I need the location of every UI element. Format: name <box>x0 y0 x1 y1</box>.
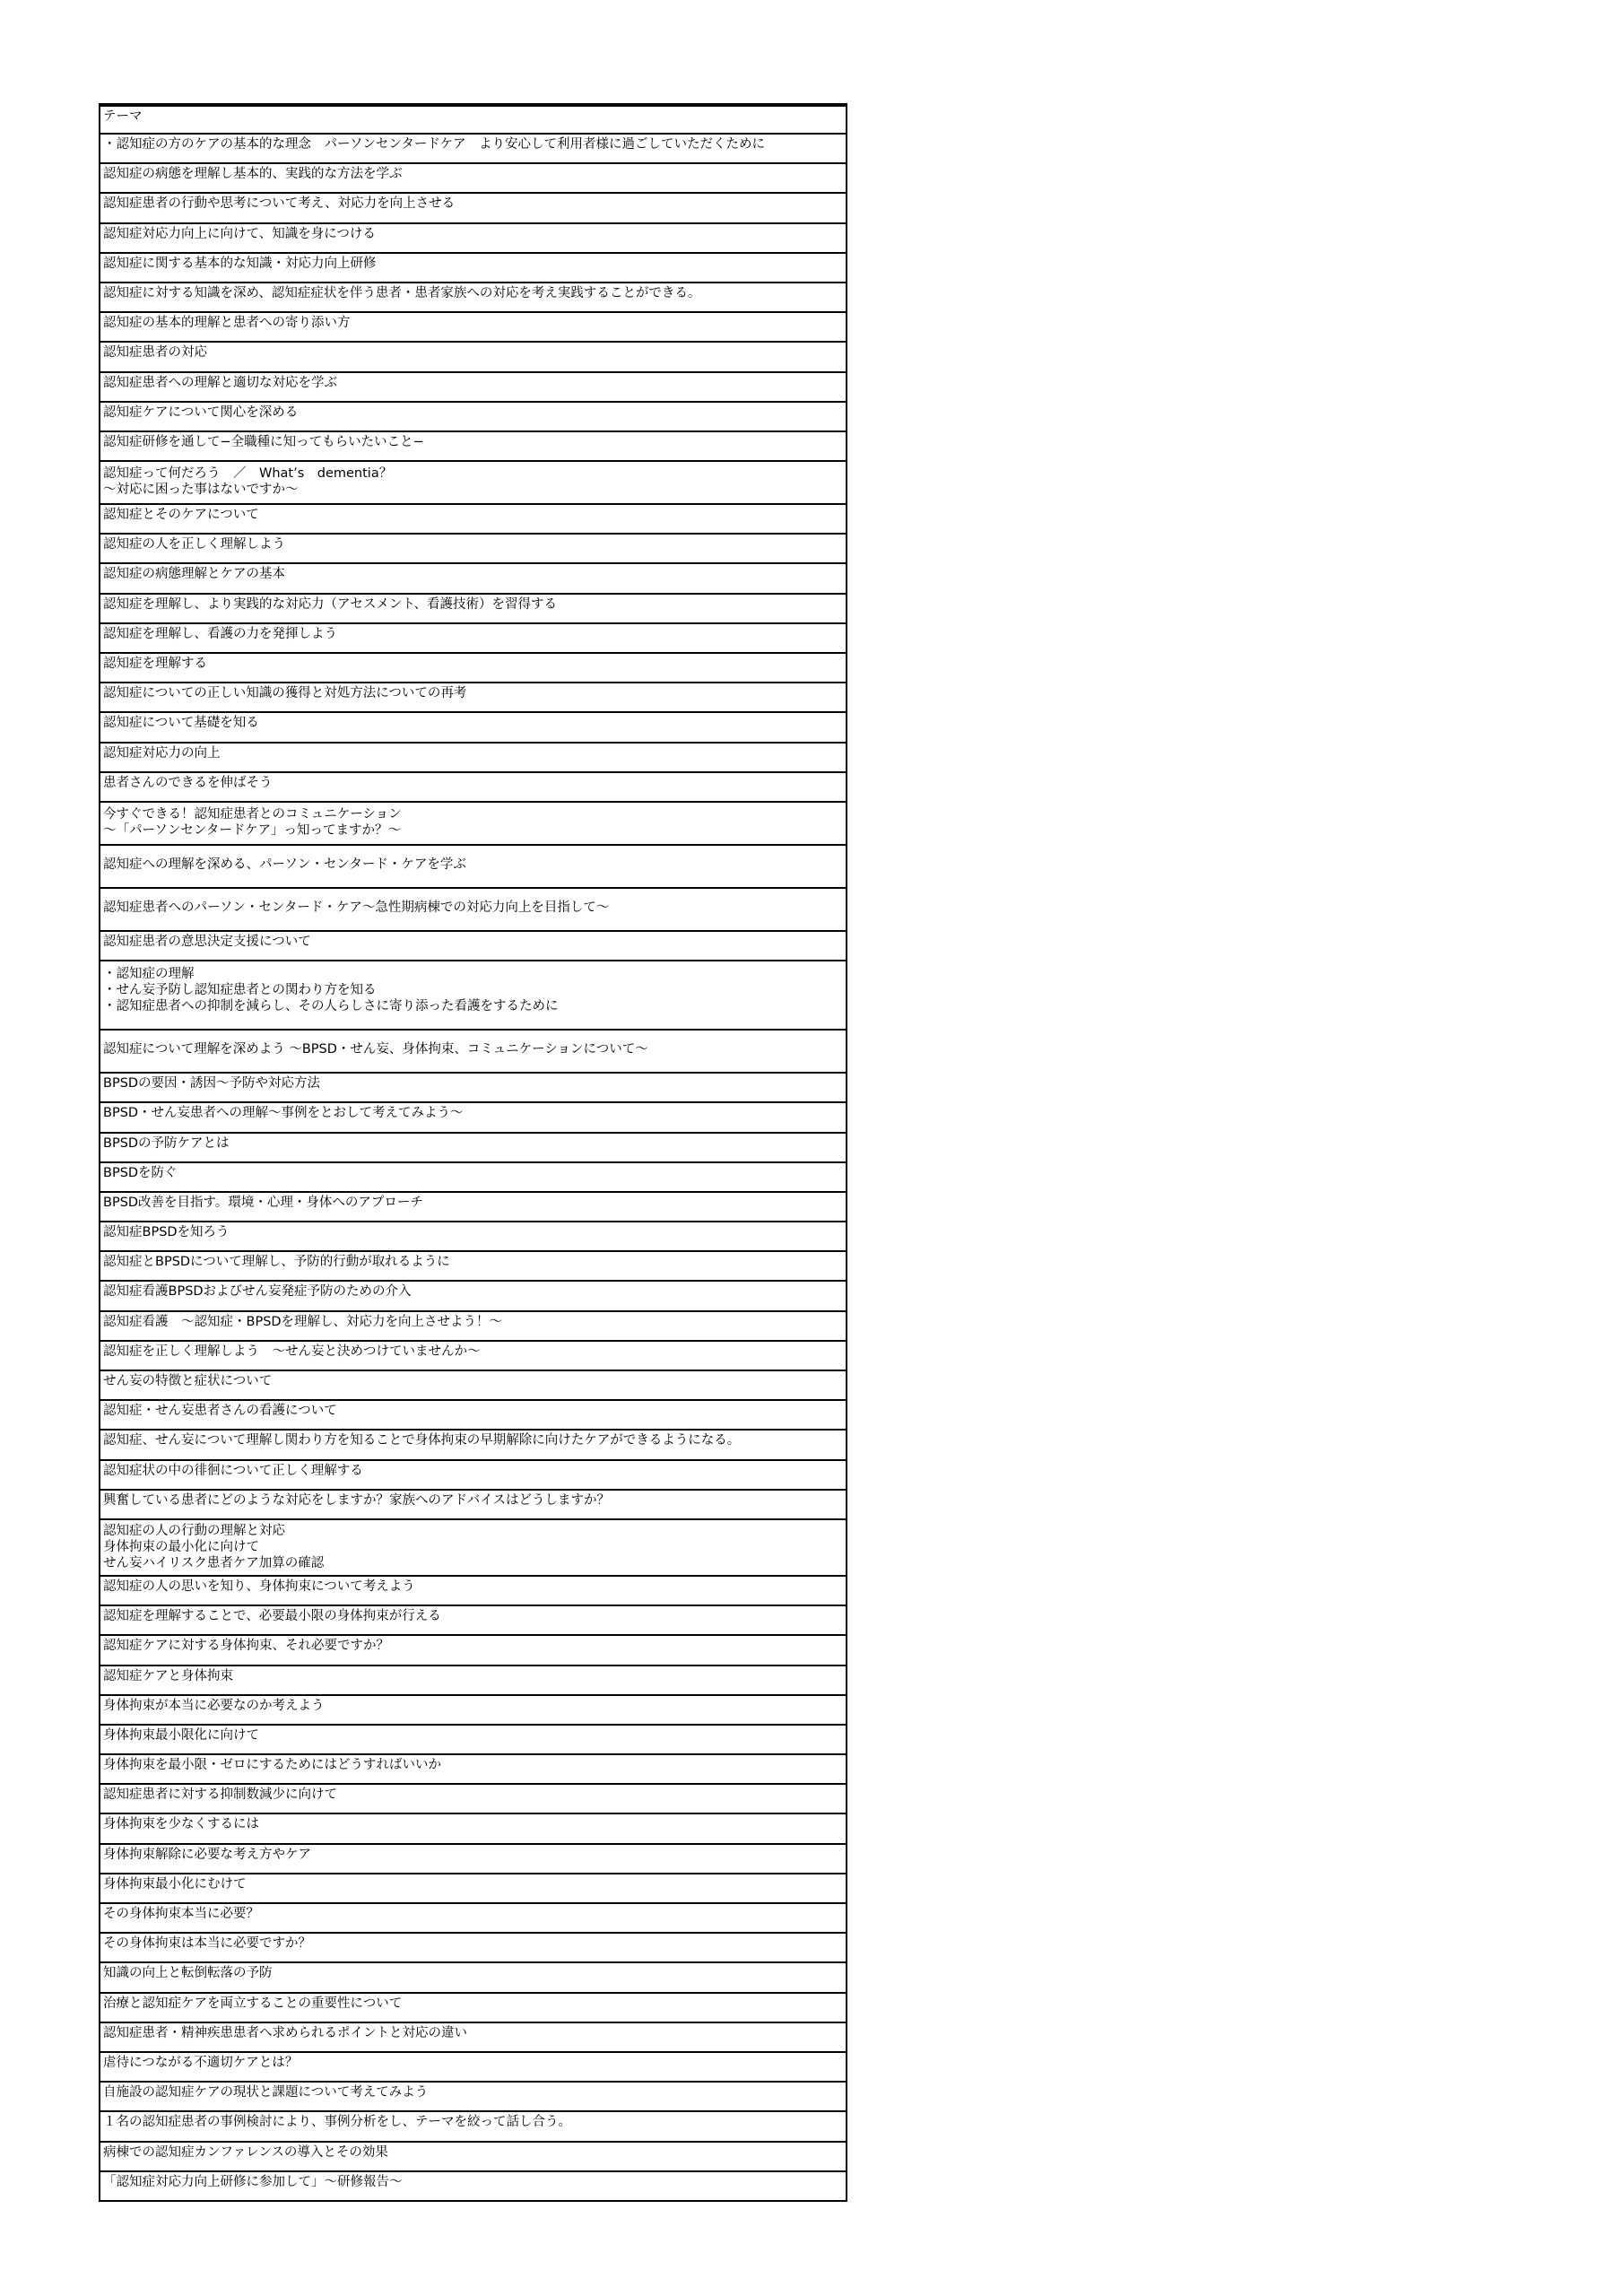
table-row: 認知症に関する基本的な知識・対応力向上研修 <box>100 254 846 283</box>
table-row: 認知症に対する知識を深め、認知症症状を伴う患者・患者家族への対応を考え実践することができる。 <box>100 283 846 313</box>
table-row: 認知症を理解し、看護の力を発揮しよう <box>100 624 846 654</box>
table-row: BPSDの予防ケアとは <box>100 1134 846 1163</box>
table-row: 興奮している患者にどのような対応をしますか？家族へのアドバイスはどうしますか？ <box>100 1491 846 1520</box>
table-row: 認知症を理解することで、必要最小限の身体拘束が行える <box>100 1606 846 1636</box>
table-row: 認知症についての正しい知識の獲得と対処方法についての再考 <box>100 683 846 713</box>
table-row: 認知症って何だろう ／ What’s dementia？ 〜対応に困った事はないですか〜 <box>100 462 846 505</box>
table-row: 身体拘束解除に必要な考え方やケア <box>100 1845 846 1874</box>
table-row: 認知症について理解を深めよう 〜BPSD・せん妄、身体拘束、コミュニケーションについて〜 <box>100 1031 846 1074</box>
table-row: その身体拘束本当に必要？ <box>100 1904 846 1934</box>
table-row: 認知症ケアと身体拘束 <box>100 1666 846 1696</box>
table-row: 身体拘束を少なくするには <box>100 1814 846 1844</box>
table-row: せん妄の特徴と症状について <box>100 1371 846 1401</box>
table-row: 認知症について基礎を知る <box>100 713 846 743</box>
table-row: BPSD改善を目指す。環境・心理・身体へのアプローチ <box>100 1193 846 1222</box>
table-row: 認知症ケアに対する身体拘束、それ必要ですか？ <box>100 1636 846 1665</box>
table-row: 認知症の人を正しく理解しよう <box>100 535 846 564</box>
table-row: 認知症の人の行動の理解と対応 身体拘束の最小化に向けて せん妄ハイリスク患者ケア加算の確認 <box>100 1520 846 1577</box>
table-row: 身体拘束最小限化に向けて <box>100 1726 846 1755</box>
table-row: 認知症を理解する <box>100 654 846 683</box>
table-row: 認知症患者に対する抑制数減少に向けて <box>100 1785 846 1814</box>
table-row: 認知症患者へのパーソン・センタード・ケア〜急性期病棟での対応力向上を目指して〜 <box>100 889 846 932</box>
theme-table <box>99 103 847 2202</box>
table-row: 認知症BPSDを知ろう <box>100 1222 846 1252</box>
table-row: 認知症患者の意思決定支援について <box>100 932 846 961</box>
table-row: 身体拘束が本当に必要なのか考えよう <box>100 1696 846 1726</box>
table-row: 患者さんのできるを伸ばそう <box>100 773 846 803</box>
table-row: 認知症の人の思いを知り、身体拘束について考えよう <box>100 1577 846 1606</box>
table-row: 認知症の病態を理解し基本的、実践的な方法を学ぶ <box>100 164 846 194</box>
table-row: 認知症対応力向上に向けて、知識を身につける <box>100 224 846 254</box>
table-row: 認知症への理解を深める、パーソン・センタード・ケアを学ぶ <box>100 846 846 889</box>
table-row: 認知症患者・精神疾患患者へ求められるポイントと対応の違い <box>100 2023 846 2053</box>
table-row: 認知症ケアについて関心を深める <box>100 403 846 432</box>
table-row: ・認知症の理解 ・せん妄予防し認知症患者との関わり方を知る ・認知症患者への抑制を減らし、その人らしさに寄り添った看護をするために <box>100 961 846 1031</box>
table-row: 認知症研修を通して−全職種に知ってもらいたいこと− <box>100 432 846 462</box>
table-row: 認知症看護BPSDおよびせん妄発症予防のための介入 <box>100 1282 846 1311</box>
table-row: １名の認知症患者の事例検討により、事例分析をし、テーマを絞って話し合う。 <box>100 2112 846 2142</box>
table-row: 身体拘束を最小限・ゼロにするためにはどうすればいいか <box>100 1755 846 1785</box>
table-row: 認知症とそのケアについて <box>100 505 846 535</box>
table-row: 認知症患者の行動や思考について考え、対応力を向上させる <box>100 194 846 223</box>
table-row: 認知症患者への理解と適切な対応を学ぶ <box>100 373 846 403</box>
table-header: テーマ <box>100 107 846 135</box>
table-row: その身体拘束は本当に必要ですか？ <box>100 1934 846 1963</box>
table-row: 身体拘束最小化にむけて <box>100 1874 846 1904</box>
table-row: 知識の向上と転倒転落の予防 <box>100 1963 846 1993</box>
table-row: BPSD・せん妄患者への理解〜事例をとおして考えてみよう〜 <box>100 1103 846 1133</box>
table-row: 認知症の基本的理解と患者への寄り添い方 <box>100 313 846 343</box>
table-row: 治療と認知症ケアを両立することの重要性について <box>100 1994 846 2023</box>
table-row: 認知症を正しく理解しよう 〜せん妄と決めつけていませんか〜 <box>100 1342 846 1371</box>
table-row: 認知症対応力の向上 <box>100 744 846 773</box>
table-row: 病棟での認知症カンファレンスの導入とその効果 <box>100 2143 846 2172</box>
table-row: 「認知症対応力向上研修に参加して」〜研修報告〜 <box>100 2172 846 2202</box>
table-row: ・認知症の方のケアの基本的な理念 パーソンセンタードケア より安心して利用者様に過ごしていただくために <box>100 135 846 164</box>
table-row: 認知症とBPSDについて理解し、予防的行動が取れるように <box>100 1252 846 1282</box>
table-row: 認知症患者の対応 <box>100 343 846 372</box>
table-row: 認知症状の中の徘徊について正しく理解する <box>100 1461 846 1491</box>
table-row: 認知症を理解し、より実践的な対応力（アセスメント、看護技術）を習得する <box>100 595 846 624</box>
table-row: BPSDの要因・誘因〜予防や対応方法 <box>100 1074 846 1103</box>
table-row: 認知症、せん妄について理解し関わり方を知ることで身体拘束の早期解除に向けたケアができるようになる。 <box>100 1431 846 1460</box>
table-row: BPSDを防ぐ <box>100 1163 846 1193</box>
table-row: 認知症・せん妄患者さんの看護について <box>100 1401 846 1431</box>
table-row: 今すぐできる！認知症患者とのコミュニケーション 〜「パーソンセンタードケア」っ知ってますか？〜 <box>100 803 846 846</box>
table-row: 認知症看護 〜認知症・BPSDを理解し、対応力を向上させよう！〜 <box>100 1312 846 1342</box>
table-row: 認知症の病態理解とケアの基本 <box>100 564 846 594</box>
table-row: 虐待につながる不適切ケアとは？ <box>100 2053 846 2083</box>
table-row: 自施設の認知症ケアの現状と課題について考えてみよう <box>100 2083 846 2112</box>
